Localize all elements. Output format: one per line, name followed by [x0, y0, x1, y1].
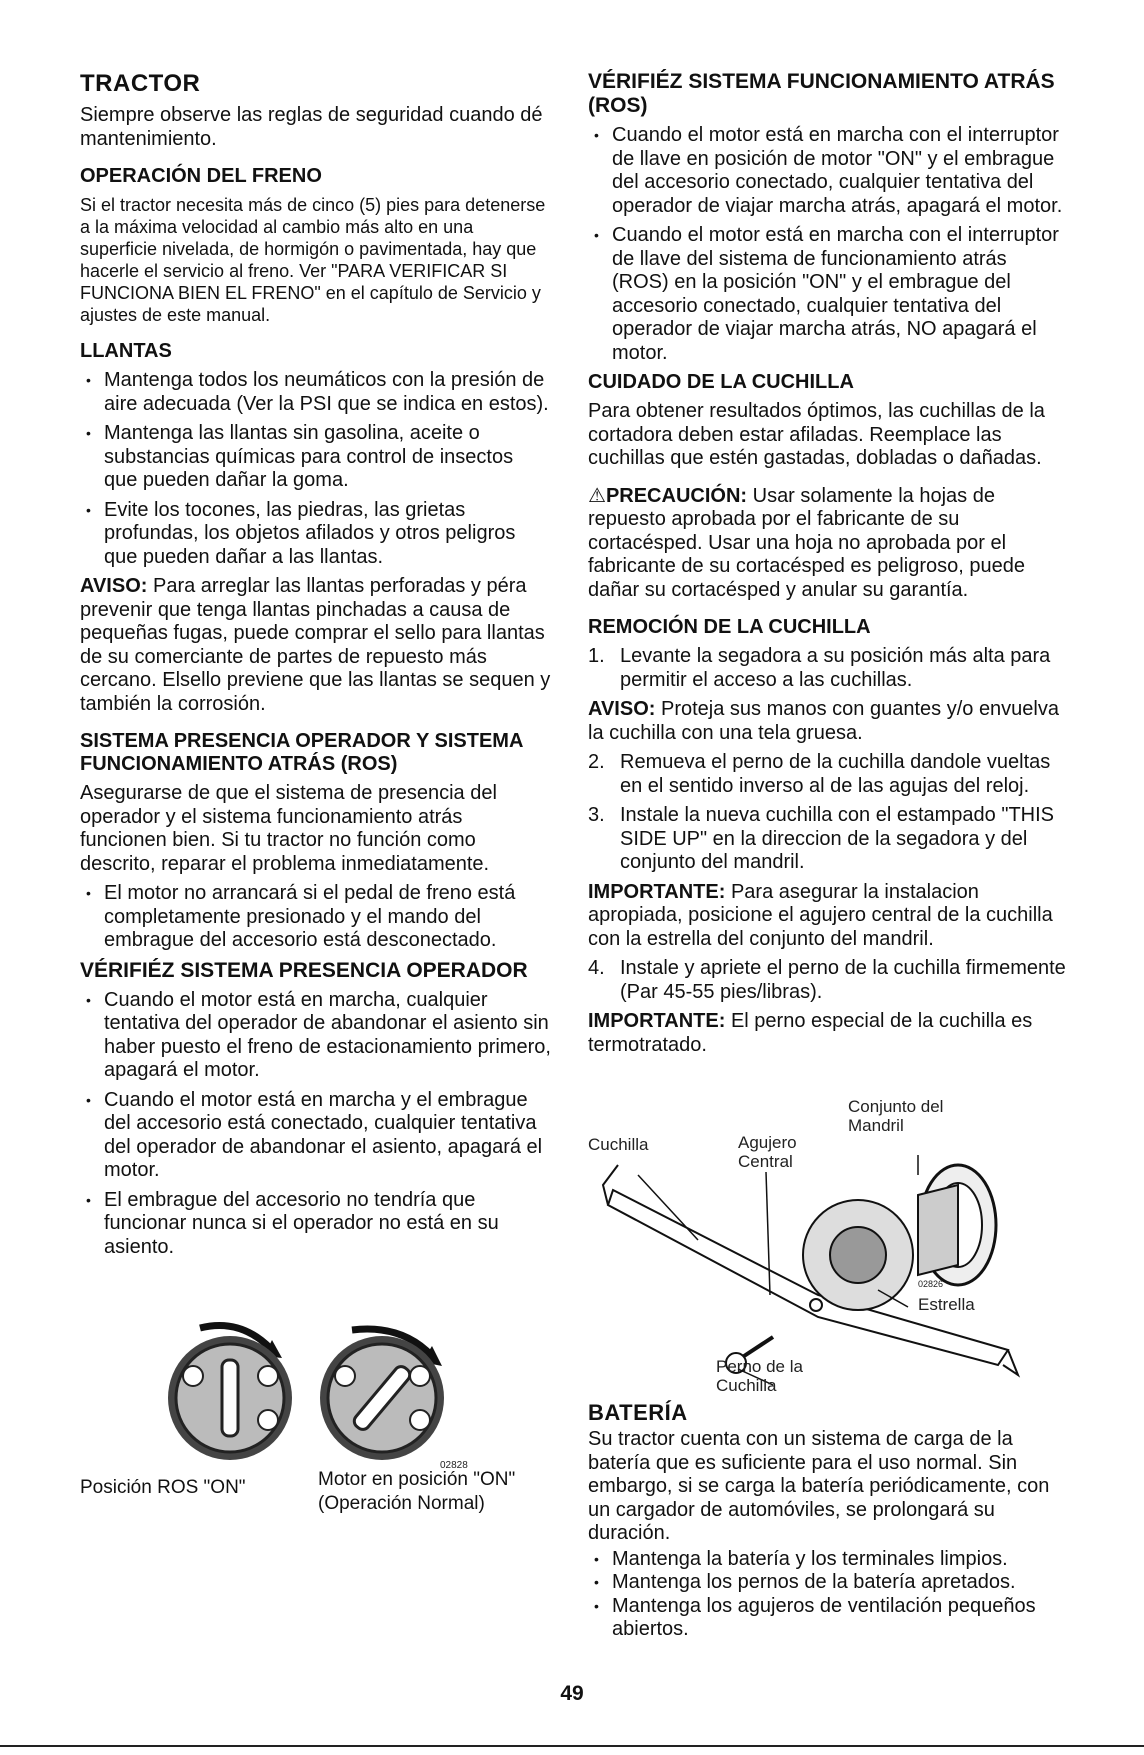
- list-item: • Cuando el motor está en marcha con el interruptor de llave del sistema de funcionamiento atrás (ROS) en la posición "ON" y el embrague del accesorio conectado, cualquier tentativa del operador de viajar marcha atrás, NO apagará el motor.: [588, 224, 1066, 365]
- removal-steps-2: [588, 751, 1066, 875]
- blade-assembly-icon: [588, 1095, 1066, 1395]
- caution-paragraph: [588, 485, 1066, 603]
- battery-section: [588, 1400, 1066, 1648]
- important-note-2: IMPORTANTE: El perno especial de la cuchilla es termotratado.: [588, 1010, 1033, 1056]
- section-title-tractor: TRACTOR: [80, 70, 201, 97]
- tires-notice: [80, 575, 552, 716]
- list-item: • Cuando el motor está en marcha, cualquier tentativa del operador de abandonar el asiento sin haber puesto el freno de estacionamiento primero, apagará el motor.: [80, 989, 552, 1083]
- figure-code: 02828: [440, 1460, 468, 1471]
- system-text: Asegurarse de que el sistema de presencia del operador y el sistema funcionamiento atrás funcionen bien. Si tu tractor no función como descrito, reparar el problema inmediatamente.: [80, 782, 497, 875]
- notice-text: Para arreglar las llantas perforadas y péra prevenir que tenga llantas pinchadas a causa de pequeñas fugas, puede comprar el sello para llantas de su comerciante de partes de repuesto más cercano. Elsello previene que las llantas se sequen y también la corrosión.: [80, 575, 551, 715]
- label-estrella: Estrella: [918, 1295, 975, 1314]
- list-item: • Cuando el motor está en marcha con el interruptor de llave en posición de motor "ON" y el embrague del accesorio conectado, cualquier tentativa del operador de viajar marcha atrás, apagará el motor.: [588, 124, 1066, 218]
- bottom-divider: [0, 1745, 1144, 1747]
- blade-care-heading: CUIDADO DE LA CUCHILLA: [588, 371, 854, 393]
- notice-text: Proteja sus manos con guantes y/o envuelva la cuchilla con una tela gruesa.: [588, 698, 1059, 744]
- left-column: [80, 70, 552, 1265]
- list-item: • Mantenga los agujeros de ventilación pequeños abiertos.: [588, 1595, 1066, 1642]
- blade-care-text: Para obtener resultados óptimos, las cuchillas de la cortadora deben estar afiladas. Reemplace las cuchillas que estén gastadas, dobladas o dañadas.: [588, 400, 1045, 469]
- intro-text: Siempre observe las reglas de seguridad cuando dé mantenimiento.: [80, 104, 543, 150]
- page-number: 49: [560, 1682, 584, 1705]
- list-item: • Mantenga todos los neumáticos con la presión de aire adecuada (Ver la PSI que se indica en estos).: [80, 369, 552, 416]
- label-perno-cuchilla: Perno de la Cuchilla: [716, 1357, 803, 1395]
- battery-list: [588, 1548, 1066, 1642]
- blade-removal-heading: REMOCIÓN DE LA CUCHILLA: [588, 616, 871, 638]
- warning-triangle-icon: ⚠: [588, 484, 606, 507]
- caption-motor-on: Motor en posición "ON" (Operación Normal): [318, 1469, 516, 1514]
- right-column: [588, 70, 1066, 1057]
- figure-code: 02826: [918, 1279, 944, 1289]
- important-note-1: IMPORTANTE: Para asegurar la instalacion apropiada, posicione el agujero central de la cuchilla con la estrella del conjunto del mandril.: [588, 880, 1053, 950]
- verify-operator-heading: VÉRIFIÉZ SISTEMA PRESENCIA OPERADOR: [80, 958, 528, 982]
- list-item: • Cuando el motor está en marcha y el embrague del accesorio está conectado, cualquier tentativa del operador de abandonar el asiento, apagará el motor.: [80, 1089, 552, 1183]
- key-switch-figure: [80, 1318, 552, 1548]
- motor-key-switch-icon: [312, 1318, 462, 1468]
- removal-steps: [588, 645, 1066, 692]
- list-item: • El embrague del accesorio no tendría que funcionar nunca si el operador no está en su asiento.: [80, 1189, 552, 1260]
- ros-key-switch-icon: [160, 1318, 310, 1468]
- removal-steps-3: [588, 957, 1066, 1004]
- blade-diagram: [588, 1095, 1066, 1395]
- label-cuchilla: Cuchilla: [588, 1135, 649, 1154]
- removal-notice: [588, 698, 1066, 745]
- caption-ros-on: Posición ROS "ON": [80, 1477, 246, 1498]
- list-item: • Mantenga los pernos de la batería apretados.: [588, 1571, 1066, 1595]
- label-agujero-central: Agujero Central: [738, 1133, 797, 1171]
- list-item: 2. Remueva el perno de la cuchilla dandole vueltas en el sentido inverso al de las agujas del reloj.: [588, 751, 1051, 797]
- list-item: 4. Instale y apriete el perno de la cuchilla firmemente (Par 45-55 pies/libras).: [588, 957, 1066, 1003]
- notice-label: AVISO:: [80, 575, 148, 597]
- label-conjunto-mandril: Conjunto del Mandril: [848, 1097, 944, 1135]
- brake-text: Si el tractor necesita más de cinco (5) pies para detenerse a la máxima velocidad al cambio más alto en una superficie nivelada, de hormigón o pavimentada, hay que hacerle el servicio al freno. Ver "PARA VERIFICAR SI FUNCIONA BIEN EL FRENO" en el capítulo de Servicio y ajustes de este manual.: [80, 195, 546, 325]
- verify-ros-list: [588, 124, 1066, 365]
- verify-ros-heading: VÉRIFIÉZ SISTEMA FUNCIONAMIENTO ATRÁS (ROS): [588, 70, 1055, 117]
- battery-heading: BATERÍA: [588, 1400, 688, 1425]
- verify-operator-list: [80, 989, 552, 1260]
- brake-heading: OPERACIÓN DEL FRENO: [80, 165, 322, 187]
- list-item: • El motor no arrancará si el pedal de freno está completamente presionado y el mando del embrague del accesorio está desconectado.: [80, 882, 552, 953]
- tires-heading: LLANTAS: [80, 340, 172, 362]
- list-item: 3. Instale la nueva cuchilla con el estampado "THIS SIDE UP" en la direccion de la segadora y del conjunto del mandril.: [588, 804, 1055, 873]
- caution-text: Usar solamente la hojas de repuesto aprobada por el fabricante de su cortacésped. Usar una hoja no aprobada por el fabricante de su cortacésped es peligroso, puede dañar su cortacésped y anular su garantía.: [588, 484, 1025, 601]
- list-item: • Evite los tocones, las piedras, las grietas profundas, los objetos afilados y otros peligros que pueden dañar a las llantas.: [80, 499, 552, 570]
- list-item: 1. Levante la segadora a su posición más alta para permitir el acceso a las cuchillas.: [588, 645, 1051, 691]
- system-heading: SISTEMA PRESENCIA OPERADOR Y SISTEMA FUNCIONAMIENTO ATRÁS (ROS): [80, 730, 523, 775]
- tires-list: [80, 369, 552, 569]
- caution-label: PRECAUCIÓN:: [605, 484, 748, 507]
- system-list: [80, 882, 552, 953]
- list-item: • Mantenga las llantas sin gasolina, aceite o substancias químicas para control de insectos que pueden dañar la goma.: [80, 422, 552, 493]
- battery-text: Su tractor cuenta con un sistema de carga de la batería que es suficiente para el uso normal. Sin embargo, si se carga la batería periódicamente, con un cargador de automóviles, se prolongará su duración.: [588, 1428, 1050, 1544]
- list-item: • Mantenga la batería y los terminales limpios.: [588, 1548, 1066, 1572]
- notice-label: AVISO:: [588, 698, 656, 720]
